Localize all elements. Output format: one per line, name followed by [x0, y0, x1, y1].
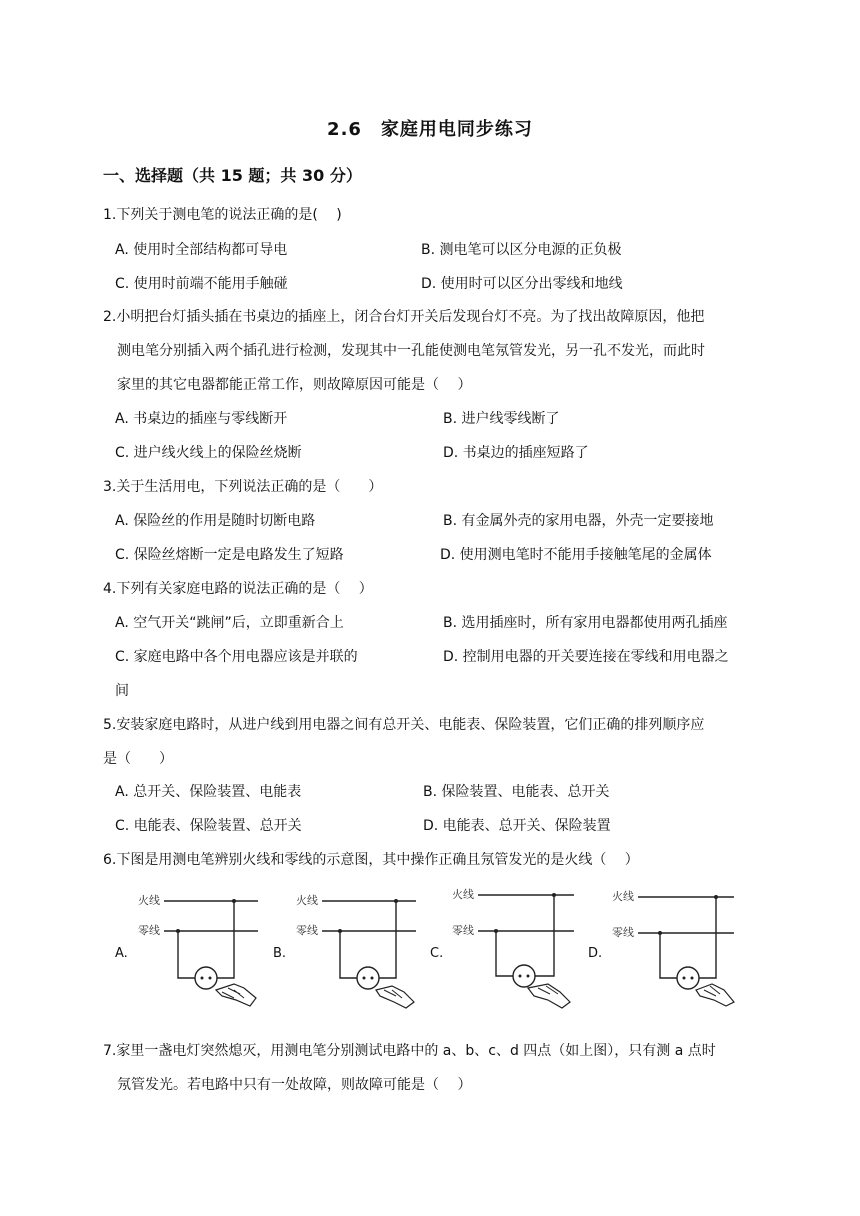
fire-label: 火线 — [296, 894, 318, 907]
q5-option-c[interactable]: C. 电能表、保险装置、总开关 — [115, 818, 302, 834]
q1-option-a[interactable]: A. 使用时全部结构都可导电 — [115, 242, 288, 258]
q4-option-b[interactable]: B. 选用插座时，所有家用电器都使用两孔插座 — [443, 615, 728, 631]
question-2-line-2: 测电笔分别插入两个插孔进行检测，发现其中一孔能使测电笔氖管发光，另一孔不发光，而此时 — [117, 343, 705, 359]
q5-option-d[interactable]: D. 电能表、总开关、保险装置 — [423, 818, 611, 834]
question-6-stem: 6.下图是用测电笔辨别火线和零线的示意图，其中操作正确且氖管发光的是火线（ ） — [103, 852, 639, 868]
question-2-line-3: 家里的其它电器都能正常工作，则故障原因可能是（ ） — [117, 377, 472, 393]
q1-option-b[interactable]: B. 测电笔可以区分电源的正负极 — [421, 242, 622, 258]
q4-option-c[interactable]: C. 家庭电路中各个用电器应该是并联的 — [115, 649, 358, 665]
q3-option-a[interactable]: A. 保险丝的作用是随时切断电路 — [115, 513, 316, 529]
question-5-line-1: 5.安装家庭电路时，从进户线到用电器之间有总开关、电能表、保险装置，它们正确的排列顺序应 — [103, 717, 705, 733]
fire-label: 火线 — [452, 888, 474, 901]
zero-label: 零线 — [452, 924, 474, 937]
zero-label: 零线 — [296, 924, 318, 937]
q2-option-c[interactable]: C. 进户线火线上的保险丝烧断 — [115, 445, 302, 461]
fire-label: 火线 — [138, 894, 160, 907]
question-4-stem: 4.下列有关家庭电路的说法正确的是（ ） — [103, 581, 373, 597]
circuit-figure-a — [130, 886, 270, 1026]
q3-option-d[interactable]: D. 使用测电笔时不能用手接触笔尾的金属体 — [440, 547, 712, 563]
q2-option-b[interactable]: B. 进户线零线断了 — [443, 411, 560, 427]
question-7-line-1: 7.家里一盏电灯突然熄灭，用测电笔分别测试电路中的 a、b、c、d 四点（如上图），只有测 a 点时 — [103, 1043, 716, 1059]
q3-option-c[interactable]: C. 保险丝熔断一定是电路发生了短路 — [115, 547, 344, 563]
q4-option-d[interactable]: D. 控制用电器的开关要连接在零线和用电器之 — [443, 649, 729, 665]
q4-option-d-continued: 间 — [115, 683, 129, 699]
q1-option-c[interactable]: C. 使用时前端不能用手触碰 — [115, 276, 288, 292]
section-heading: 一、选择题（共 15 题；共 30 分） — [103, 166, 362, 185]
page-title: 2.6 家庭用电同步练习 — [327, 119, 533, 140]
q2-option-d[interactable]: D. 书桌边的插座短路了 — [443, 445, 589, 461]
q3-option-b[interactable]: B. 有金属外壳的家用电器，外壳一定要接地 — [443, 513, 714, 529]
question-7-line-2: 氖管发光。若电路中只有一处故障，则故障可能是（ ） — [117, 1077, 472, 1093]
circuit-figure-d — [604, 882, 744, 1026]
circuit-figure-b — [288, 886, 428, 1026]
q6-label-d[interactable]: D. — [588, 946, 603, 961]
q6-label-c[interactable]: C. — [430, 946, 444, 961]
zero-label: 零线 — [612, 926, 634, 939]
q4-option-a[interactable]: A. 空气开关“跳闸”后，立即重新合上 — [115, 615, 344, 631]
q6-label-b[interactable]: B. — [273, 946, 287, 961]
question-5-line-2: 是（ ） — [103, 751, 173, 767]
question-2-line-1: 2.小明把台灯插头插在书桌边的插座上，闭合台灯开关后发现台灯不亮。为了找出故障原因，他把 — [103, 309, 705, 325]
q5-option-b[interactable]: B. 保险装置、电能表、总开关 — [423, 784, 610, 800]
zero-label: 零线 — [138, 924, 160, 937]
q2-option-a[interactable]: A. 书桌边的插座与零线断开 — [115, 411, 288, 427]
fire-label: 火线 — [612, 890, 634, 903]
question-3-stem: 3.关于生活用电，下列说法正确的是（ ） — [103, 479, 383, 495]
q6-label-a[interactable]: A. — [115, 946, 128, 961]
question-1-stem: 1.下列关于测电笔的说法正确的是( ) — [103, 207, 342, 223]
circuit-figure-c — [444, 880, 584, 1026]
q5-option-a[interactable]: A. 总开关、保险装置、电能表 — [115, 784, 302, 800]
q1-option-d[interactable]: D. 使用时可以区分出零线和地线 — [421, 276, 623, 292]
